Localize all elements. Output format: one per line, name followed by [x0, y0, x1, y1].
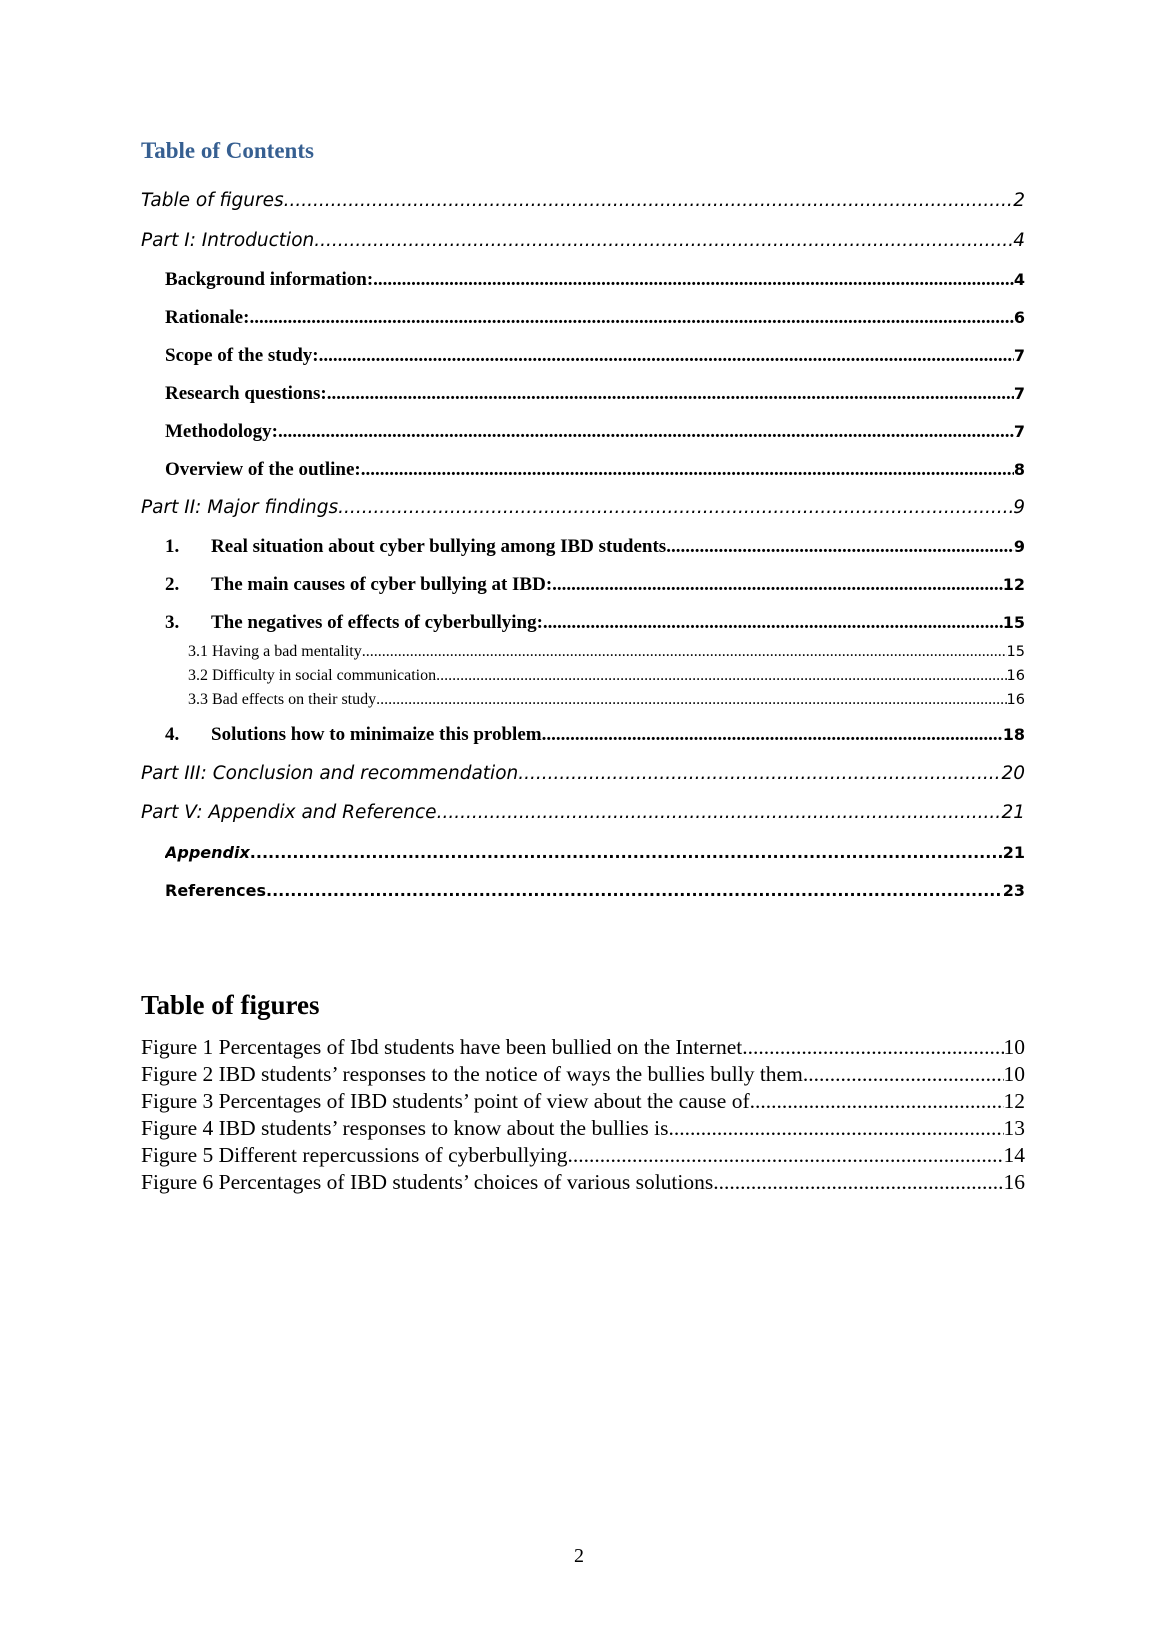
- toc-entry-page: 12: [1002, 575, 1025, 594]
- figure-entry-4[interactable]: [141, 1116, 1025, 1141]
- toc-leader: [568, 1143, 1004, 1168]
- toc-entry-references[interactable]: [165, 881, 1025, 900]
- toc-entry-label: Appendix: [165, 843, 250, 862]
- toc-leader: [669, 1116, 1004, 1141]
- toc-entry-background[interactable]: [165, 269, 1025, 291]
- toc-entry-page: 7: [1013, 384, 1025, 403]
- toc-entry-page: 15: [1006, 644, 1025, 660]
- toc-entry-page: 4: [1013, 230, 1025, 251]
- toc-entry-label: The main causes of cyber bullying at IBD:: [211, 574, 553, 595]
- toc-entry-scope[interactable]: [165, 345, 1025, 367]
- toc-entry-page: 2: [1013, 190, 1025, 211]
- toc-leader: [518, 763, 1001, 784]
- toc-entry-finding-1[interactable]: [165, 536, 1025, 558]
- toc-entry-methodology[interactable]: [165, 421, 1025, 443]
- toc-leader: [803, 1062, 1004, 1087]
- page-number: 2: [574, 1545, 584, 1567]
- toc-entry-appendix[interactable]: [165, 843, 1025, 862]
- toc-entry-part-2[interactable]: [141, 497, 1025, 518]
- figure-entry-page: 12: [1003, 1089, 1025, 1113]
- toc-entry-index: 4.: [165, 724, 180, 745]
- toc-entry-page: 9: [1013, 497, 1025, 518]
- toc-entry-3-2[interactable]: [188, 667, 1025, 685]
- toc-entry-label: Part I: Introduction: [141, 230, 315, 251]
- toc-entry-label: The negatives of effects of cyberbullying:: [211, 612, 543, 633]
- figure-entry-label: Figure 5 Different repercussions of cyberbullying: [141, 1143, 568, 1167]
- toc-entry-page: 4: [1013, 270, 1025, 289]
- toc-leader: [319, 345, 1014, 367]
- toc-leader: [361, 459, 1014, 481]
- figure-entry-5[interactable]: [141, 1143, 1025, 1168]
- toc-entry-label: Research questions:: [165, 383, 327, 404]
- toc-entry-table-of-figures[interactable]: [141, 190, 1025, 211]
- toc-entry-label: Part III: Conclusion and recommendation: [141, 763, 519, 784]
- toc-entry-label: 3.3 Bad effects on their study: [188, 691, 377, 708]
- toc-entry-finding-2[interactable]: [165, 574, 1025, 596]
- figure-entry-label: Figure 3 Percentages of IBD students’ point of view about the cause of: [141, 1089, 750, 1113]
- toc-leader: [666, 536, 1014, 558]
- toc-entry-page: 23: [1002, 881, 1025, 900]
- toc-leader: [373, 269, 1014, 291]
- toc-entry-label: Part II: Major findings: [141, 497, 339, 518]
- toc-entry-finding-3[interactable]: [165, 612, 1025, 634]
- toc-leader: [750, 1089, 1004, 1114]
- toc-entry-page: 15: [1002, 613, 1025, 632]
- toc-entry-label: Solutions how to minimaize this problem: [211, 724, 542, 745]
- toc-entry-label: Real situation about cyber bullying among IBD students: [211, 536, 667, 557]
- toc-leader: [284, 190, 1014, 211]
- figure-entry-page: 16: [1003, 1170, 1025, 1194]
- toc-entry-page: 21: [1001, 802, 1025, 823]
- figure-entry-page: 10: [1003, 1062, 1025, 1086]
- figure-entry-label: Figure 6 Percentages of IBD students’ choices of various solutions: [141, 1170, 714, 1194]
- toc-entry-page: 9: [1013, 537, 1025, 556]
- toc-entry-index: 2.: [165, 574, 180, 595]
- toc-entry-label: Overview of the outline:: [165, 459, 361, 480]
- toc-entry-page: 6: [1013, 308, 1025, 327]
- toc-entry-part-1[interactable]: [141, 230, 1025, 251]
- toc-leader: [250, 843, 1003, 862]
- toc-entry-rationale[interactable]: [165, 307, 1025, 329]
- toc-entry-page: 20: [1001, 763, 1025, 784]
- figure-entry-page: 14: [1003, 1143, 1025, 1167]
- toc-leader: [552, 574, 1003, 596]
- toc-entry-3-3[interactable]: [188, 691, 1025, 709]
- toc-entry-overview[interactable]: [165, 459, 1025, 481]
- figure-entry-label: Figure 1 Percentages of Ibd students have been bullied on the Internet: [141, 1035, 743, 1059]
- toc-leader: [436, 667, 1006, 685]
- toc-entry-label: Methodology:: [165, 421, 278, 442]
- toc-entry-label: Table of figures: [141, 190, 284, 211]
- figures-title: Table of figures: [141, 990, 320, 1020]
- figure-entry-6[interactable]: [141, 1170, 1025, 1195]
- toc-entry-label: 3.2 Difficulty in social communication: [188, 667, 437, 684]
- toc-leader: [314, 230, 1013, 251]
- toc-leader: [542, 724, 1003, 746]
- figure-entry-page: 10: [1003, 1035, 1025, 1059]
- figure-entry-3[interactable]: [141, 1089, 1025, 1114]
- toc-leader: [742, 1035, 1003, 1060]
- toc-entry-research-questions[interactable]: [165, 383, 1025, 405]
- toc-entry-label: Scope of the study:: [165, 345, 319, 366]
- toc-entry-page: 8: [1013, 460, 1025, 479]
- toc-leader: [278, 421, 1014, 443]
- toc-entry-page: 7: [1013, 346, 1025, 365]
- figure-entry-2[interactable]: [141, 1062, 1025, 1087]
- toc-leader: [338, 497, 1013, 518]
- toc-leader: [437, 802, 1002, 823]
- figure-entry-1[interactable]: [141, 1035, 1025, 1060]
- toc-leader: [376, 691, 1006, 709]
- toc-entry-label: Part V: Appendix and Reference: [141, 802, 437, 823]
- toc-leader: [713, 1170, 1003, 1195]
- figure-entry-label: Figure 2 IBD students’ responses to the notice of ways the bullies bully them: [141, 1062, 803, 1086]
- toc-leader: [327, 383, 1014, 405]
- toc-leader: [543, 612, 1003, 634]
- toc-entry-3-1[interactable]: [188, 643, 1025, 661]
- toc-entry-page: 16: [1006, 692, 1025, 708]
- toc-entry-page: 16: [1006, 668, 1025, 684]
- toc-leader: [249, 307, 1013, 329]
- toc-leader: [266, 881, 1003, 900]
- toc-entry-label: 3.1 Having a bad mentality: [188, 643, 362, 660]
- toc-entry-part-5[interactable]: [141, 802, 1025, 823]
- toc-entry-page: 18: [1002, 725, 1025, 744]
- figure-entry-page: 13: [1003, 1116, 1025, 1140]
- toc-entry-page: 21: [1002, 843, 1025, 862]
- toc-entry-index: 3.: [165, 612, 180, 633]
- toc-entry-index: 1.: [165, 536, 180, 557]
- toc-entry-label: References: [165, 881, 266, 900]
- toc-entry-label: Rationale:: [165, 307, 250, 328]
- toc-entry-part-3[interactable]: [141, 763, 1025, 784]
- figure-entry-label: Figure 4 IBD students’ responses to know about the bullies is: [141, 1116, 669, 1140]
- toc-entry-label: Background information:: [165, 269, 374, 290]
- toc-entry-finding-4[interactable]: [165, 724, 1025, 746]
- toc-entry-page: 7: [1013, 422, 1025, 441]
- toc-title: Table of Contents: [141, 138, 314, 163]
- toc-leader: [362, 643, 1007, 661]
